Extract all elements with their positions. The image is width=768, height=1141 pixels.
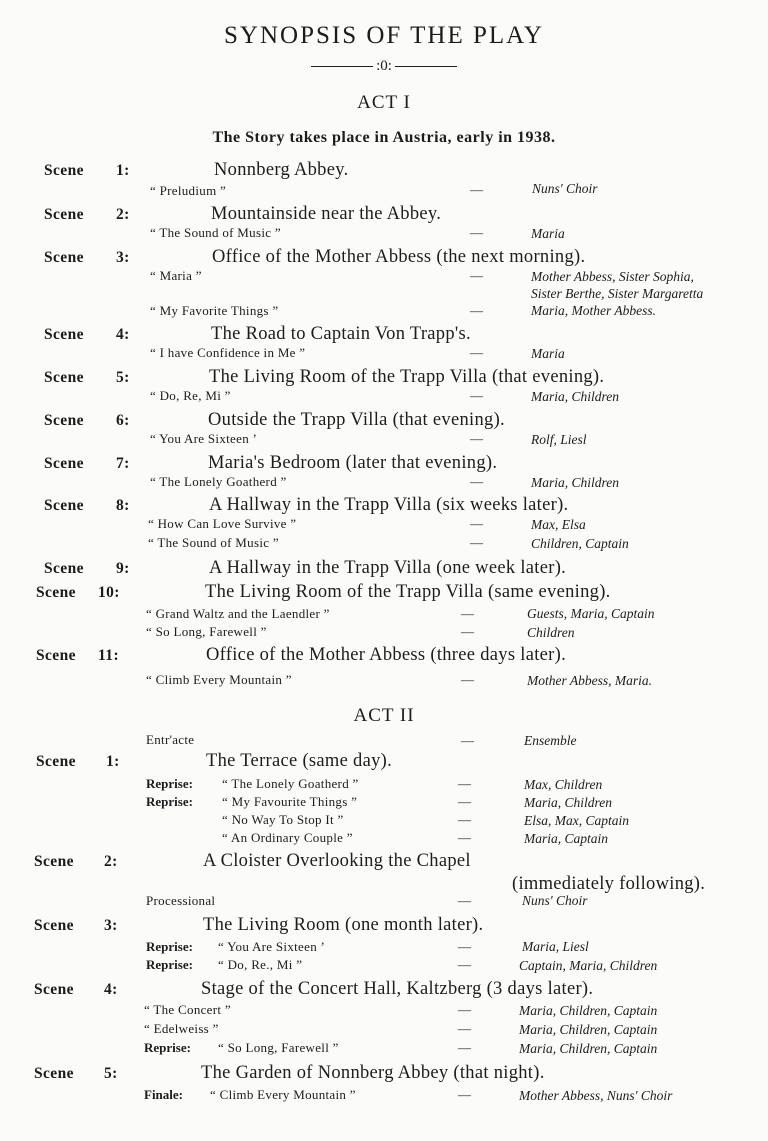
page-title: SYNOPSIS OF THE PLAY [224,22,544,49]
song-title: “ Climb Every Mountain ” [210,1087,356,1102]
song-performers: Elsa, Max, Captain [524,813,629,828]
dash: — [458,776,471,791]
scene-label: Scene 1: [36,753,120,770]
act-1-heading: ACT I [357,92,411,113]
title-divider [0,58,768,75]
song-title: “ You Are Sixteen ’ [150,431,258,446]
dash: — [470,535,483,550]
scene-label: Scene 3: [44,249,130,266]
reprise-label: Reprise: [146,957,193,972]
song-performers: Maria, Children [524,795,613,810]
dash: — [470,182,483,197]
dash: — [458,939,471,954]
dash: — [470,516,483,531]
reprise-label: Reprise: [146,939,193,954]
divider-rule-left [311,66,373,67]
scene-label: Scene 2: [44,206,130,223]
song-performers: Rolf, Liesl [531,432,587,447]
dash: — [458,1021,471,1036]
dash: — [461,606,474,621]
dash: — [470,474,483,489]
dash: — [461,672,474,687]
scene-setting: The Road to Captain Von Trapp's. [211,324,471,344]
scene-setting: Office of the Mother Abbess (three days later). [206,645,566,665]
song-performers: Maria, Children [531,475,620,490]
finale-label: Finale: [144,1087,183,1102]
scene-setting-continued: (immediately following). [512,874,706,894]
song-performers: Maria [531,346,565,361]
divider-mark: :0: [376,58,392,74]
song-performers: Children [527,625,575,640]
scene-label: Scene 2: [34,853,118,870]
reprise-label: Reprise: [144,1040,191,1055]
song-performers: Nuns' Choir [532,181,598,196]
song-title: “ Do, Re, Mi ” [150,388,231,403]
scene-label: Scene 8: [44,497,130,514]
dash: — [458,830,471,845]
song-title: “ I have Confidence in Me ” [150,345,306,360]
song-performers: Max, Children [524,777,603,792]
scene-setting: Maria's Bedroom (later that evening). [208,453,498,473]
song-title: Processional [146,893,216,908]
scene-setting: The Garden of Nonnberg Abbey (that night). [201,1063,545,1083]
dash: — [458,893,471,908]
song-performers: Maria, Children, Captain [519,1022,658,1037]
scene-label: Scene 11: [36,647,120,664]
song-title: “ The Lonely Goatherd ” [222,776,359,791]
dash: — [458,1002,471,1017]
dash: — [461,624,474,639]
song-title: “ Climb Every Mountain ” [146,672,292,687]
song-title: “ You Are Sixteen ’ [218,939,326,954]
song-title: “ My Favourite Things ” [222,794,358,809]
song-performers-continued: Sister Berthe, Sister Margaretta [531,286,704,301]
scene-label: Scene 1: [44,162,130,179]
song-performers: Nuns' Choir [522,893,588,908]
song-performers: Children, Captain [531,536,629,551]
scene-setting: The Living Room of the Trapp Villa (same evening). [205,582,611,602]
scene-setting: A Hallway in the Trapp Villa (one week later). [209,558,567,578]
song-title: “ No Way To Stop It ” [222,812,344,827]
song-performers: Mother Abbess, Nuns' Choir [519,1088,673,1103]
song-title: “ The Sound of Music ” [150,225,281,240]
scene-label: Scene 10: [36,584,120,601]
song-title: “ The Concert ” [144,1002,231,1017]
song-performers: Maria, Mother Abbess. [531,303,656,318]
song-title: “ Do, Re., Mi ” [218,957,303,972]
dash: — [470,225,483,240]
song-title: “ The Lonely Goatherd ” [150,474,287,489]
scene-setting: The Living Room (one month later). [203,915,484,935]
song-title: “ How Can Love Survive ” [148,516,297,531]
scene-setting: Nonnberg Abbey. [214,160,349,180]
song-performers: Mother Abbess, Maria. [527,673,652,688]
dash: — [458,1040,471,1055]
scene-setting: The Living Room of the Trapp Villa (that evening). [209,367,605,387]
act-1-intro: The Story takes place in Austria, early in 1938. [212,129,556,146]
dash: — [470,303,483,318]
song-title: “ So Long, Farewell ” [218,1040,339,1055]
song-title: “ An Ordinary Couple ” [222,830,353,845]
scene-label: Scene 3: [34,917,118,934]
scene-label: Scene 4: [44,326,130,343]
dash: — [458,812,471,827]
dash: — [458,1087,471,1102]
song-performers: Mother Abbess, Sister Sophia, [531,269,694,284]
scene-setting: A Cloister Overlooking the Chapel [203,851,471,871]
song-title: “ Grand Waltz and the Laendler ” [146,606,330,621]
scene-setting: Stage of the Concert Hall, Kaltzberg (3 days later). [201,979,594,999]
scene-label: Scene 5: [34,1065,118,1082]
dash: — [470,388,483,403]
song-performers: Captain, Maria, Children [519,958,658,973]
scene-label: Scene 9: [44,560,130,577]
song-performers: Maria, Liesl [522,939,589,954]
dash: — [470,268,483,283]
dash: — [470,345,483,360]
song-performers: Maria, Children [531,389,620,404]
scene-label: Scene 4: [34,981,118,998]
entracte-label: Entr'acte [146,732,195,747]
song-title: “ Edelweiss ” [144,1021,219,1036]
scene-label: Scene 7: [44,455,130,472]
song-performers: Ensemble [524,733,577,748]
song-performers: Guests, Maria, Captain [527,606,655,621]
song-title: “ My Favorite Things ” [150,303,279,318]
scene-setting: Outside the Trapp Villa (that evening). [208,410,505,430]
song-performers: Maria, Children, Captain [519,1003,658,1018]
dash: — [458,957,471,972]
song-title: “ Preludium ” [150,183,227,198]
reprise-label: Reprise: [146,794,193,809]
song-performers: Max, Elsa [531,517,586,532]
scene-label: Scene 5: [44,369,130,386]
dash: — [470,431,483,446]
scene-setting: The Terrace (same day). [206,751,393,771]
divider-rule-right [395,66,457,67]
scene-setting: Mountainside near the Abbey. [211,204,442,224]
reprise-label: Reprise: [146,776,193,791]
scene-setting: Office of the Mother Abbess (the next morning). [212,247,586,267]
dash: — [461,733,474,748]
scene-setting: A Hallway in the Trapp Villa (six weeks later). [209,495,569,515]
song-performers: Maria, Captain [524,831,609,846]
scene-label: Scene 6: [44,412,130,429]
song-title: “ Maria ” [150,268,202,283]
song-performers: Maria, Children, Captain [519,1041,658,1056]
song-performers: Maria [531,226,565,241]
song-title: “ So Long, Farewell ” [146,624,267,639]
act-2-heading: ACT II [353,705,415,726]
dash: — [458,794,471,809]
song-title: “ The Sound of Music ” [148,535,279,550]
